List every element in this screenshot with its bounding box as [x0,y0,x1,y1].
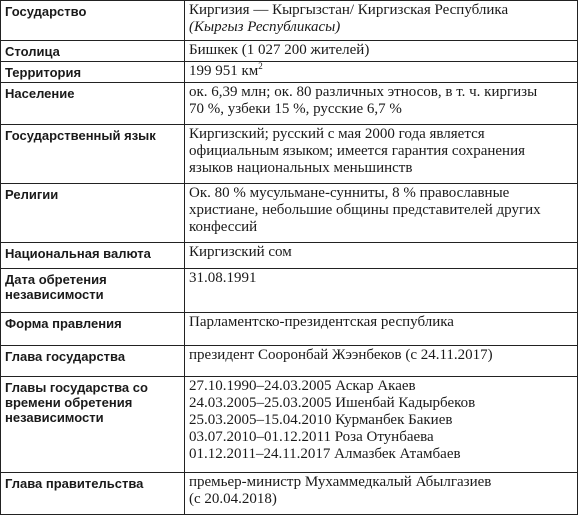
table-row [1,62,578,83]
table-row [1,41,578,62]
label-territory: Территория [1,62,185,83]
table-row [1,184,578,243]
value-heads-since-independence [185,377,578,473]
value-currency: Киргизский сом [185,243,578,269]
value-state-language: Киргизский; русский с мая 2000 года является официальным языком; имеется гарантия сохранения языков национальных меньшинств [185,125,578,184]
label-currency: Национальная валюта [1,243,185,269]
list-item: 25.03.2005–15.04.2010 Курманбек Бакиев [189,412,453,428]
table-row [1,473,578,515]
list-item: 01.12.2011–24.11.2017 Алмазбек Атамбаев [189,446,461,462]
value-religions: Ок. 80 % мусульмане-сунниты, 8 % православные христиане, небольшие общины представителей других конфессий [185,184,578,243]
value-government-form: Парламентско-президентская республика [185,313,578,346]
table-row [1,243,578,269]
table-row [1,125,578,184]
value-population: ок. 6,39 млн; ок. 80 различных этносов, в т. ч. киргизы 70 %, узбеки 15 %, русские 6,7 % [185,83,578,125]
label-state: Государство [1,1,185,41]
value-capital: Бишкек (1 027 200 жителей) [185,41,578,62]
value-independence-date: 31.08.1991 [185,269,578,313]
label-capital: Столица [1,41,185,62]
table-row [1,313,578,346]
label-government-form: Форма правления [1,313,185,346]
table-row [1,346,578,377]
table-row [1,1,578,41]
value-state: Киргизия — Кыргызстан/ Киргизская Республика (Кыргыз Республикасы) [185,1,578,41]
table-row [1,83,578,125]
label-head-of-state: Глава государства [1,346,185,377]
value-territory: 199 951 $км^2$ [185,62,578,83]
label-religions: Религии [1,184,185,243]
value-head-of-state: президент Сооронбай Жээнбеков (с 24.11.2017) [185,346,578,377]
label-heads-since-independence: Главы государства со времени обретения независимости [1,377,185,473]
label-state-language: Государственный язык [1,125,185,184]
list-item: 03.07.2010–01.12.2011 Роза Отунбаева [189,429,434,445]
list-item: 24.03.2005–25.03.2005 Ишенбай Кадырбеков [189,395,476,411]
label-independence-date: Дата обретения независимости [1,269,185,313]
table-row [1,269,578,313]
label-population: Население [1,83,185,125]
value-head-of-government: премьер-министр Мухаммедкалый Абылгазиев (с 20.04.2018) [185,473,578,515]
label-head-of-government: Глава правительства [1,473,185,515]
table-row [1,377,578,473]
list-item: 27.10.1990–24.03.2005 Аскар Акаев [189,378,416,394]
